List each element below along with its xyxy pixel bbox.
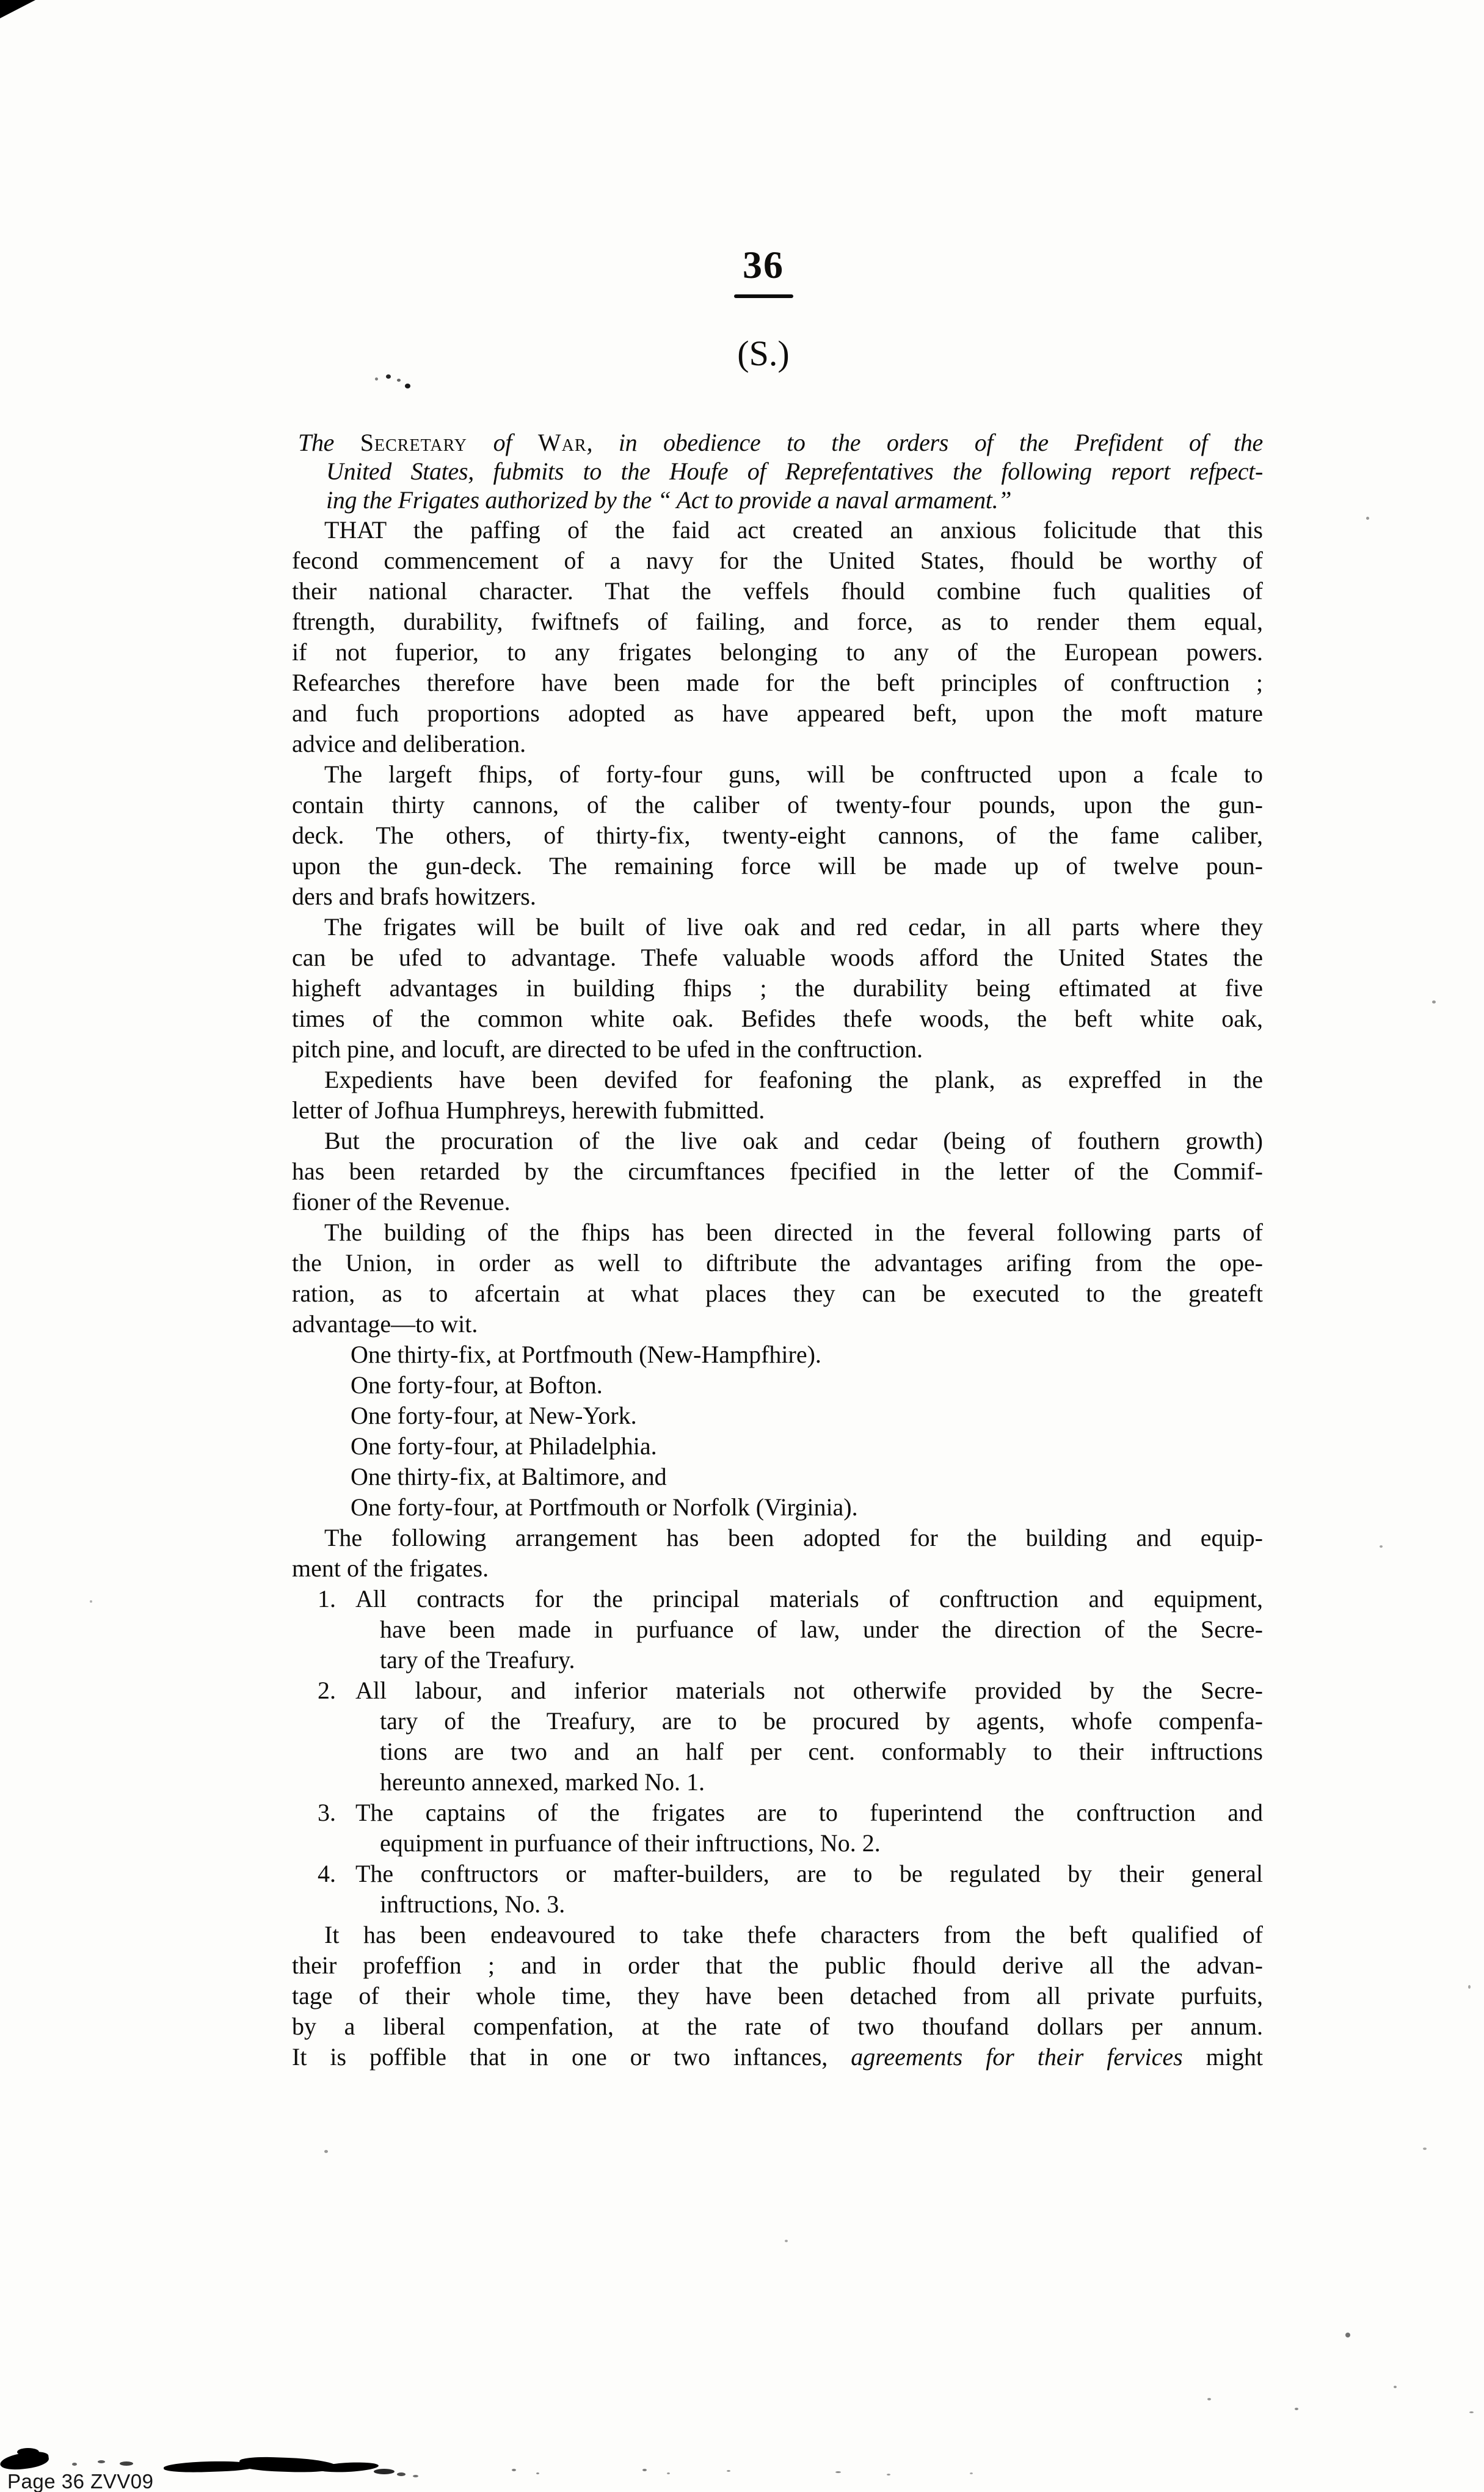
ink-speck [727, 2470, 730, 2472]
text-line [292, 1278, 1263, 1309]
text-run: might [1182, 2043, 1263, 2071]
text-line [292, 790, 1263, 820]
ink-speck [1394, 2386, 1397, 2388]
text-run: One thirty-fix, at Portfmouth (New-Hampfhire). [351, 1341, 821, 1368]
text-run: One thirty-fix, at Baltimore, and [351, 1463, 667, 1490]
text-line [292, 1584, 1263, 1614]
text-run: The following arrangement has been adopted for the building and equip- [324, 1524, 1263, 1551]
list-item-number: 3. [318, 1799, 336, 1826]
text-run: The building of the fhips has been directed in the feveral following parts of [324, 1219, 1263, 1246]
text-line [292, 729, 1263, 759]
text-line [292, 1431, 1263, 1462]
ink-speck [512, 2469, 516, 2471]
small-caps-text: War [537, 429, 587, 456]
text-line [292, 1767, 1263, 1798]
text-line [292, 545, 1263, 576]
text-line [292, 515, 1263, 545]
ink-speck [1432, 1000, 1436, 1004]
text-run: But the procuration of the live oak and cedar (being of fouthern growth) [324, 1127, 1263, 1154]
ink-speck [397, 2472, 406, 2476]
text-run: ing the Frigates authorized by the “ Act to provide a naval armament.” [326, 486, 1012, 514]
text-line [292, 1859, 1263, 1889]
scan-footer-label: Page 36 ZVV09 [7, 2470, 154, 2492]
text-line [292, 1736, 1263, 1767]
text-line [292, 1309, 1263, 1339]
heading-line [292, 486, 1263, 515]
ink-speck [835, 2471, 841, 2473]
ink-speck [98, 2460, 105, 2463]
ink-speck [1207, 2398, 1211, 2400]
text-run: ration, as to afcertain at what places they can be executed to the greateft [292, 1280, 1263, 1307]
text-line [292, 912, 1263, 942]
text-line [292, 637, 1263, 668]
text-line [292, 576, 1263, 607]
ink-speck [386, 374, 391, 379]
ink-speck [970, 2472, 973, 2474]
text-line [292, 668, 1263, 698]
ink-speck [324, 2150, 328, 2153]
ink-speck [375, 377, 378, 381]
text-run: One forty-four, at Philadelphia. [351, 1432, 657, 1460]
text-line [292, 942, 1263, 973]
text-run: and fuch proportions adopted as have appeared beft, upon the moft mature [292, 699, 1263, 727]
ink-speck [667, 2472, 670, 2474]
text-run: if not fuperior, to any frigates belonging to any of the European powers. [292, 638, 1263, 666]
text-run: United States, fubmits to the Houfe of Reprefentatives the following report refpect- [326, 457, 1263, 485]
text-line [292, 1645, 1263, 1675]
text-line [292, 2011, 1263, 2042]
text-line [292, 1004, 1263, 1034]
text-line [292, 1401, 1263, 1431]
ink-speck [413, 2475, 418, 2477]
text-line [292, 1370, 1263, 1401]
text-line [292, 1095, 1263, 1126]
text-line [292, 1462, 1263, 1492]
text-line [292, 1248, 1263, 1278]
text-run: The [298, 429, 360, 456]
text-run: contain thirty cannons, of the caliber of twenty-four pounds, upon the gun- [292, 791, 1263, 818]
text-run: Expedients have been devifed for feafoning the plank, as expreffed in the [324, 1066, 1263, 1093]
text-line [292, 1065, 1263, 1095]
text-run: It is poffible that in one or two inftances, [292, 2043, 851, 2071]
text-run: ftrength, durability, fwiftnefs of failing, and force, as to render them equal, [292, 608, 1263, 635]
text-line [292, 820, 1263, 851]
text-line [292, 1706, 1263, 1736]
report-heading [292, 429, 1263, 515]
text-line [292, 1981, 1263, 2011]
text-run: their national character. That the veffels fhould combine fuch qualities of [292, 577, 1263, 605]
text-run: It has been endeavoured to take thefe characters from the beft qualified of [324, 1921, 1263, 1948]
text-line [292, 1553, 1263, 1584]
ink-speck [1380, 1545, 1383, 1548]
ink-speck [887, 2474, 890, 2476]
text-run: One forty-four, at Bofton. [351, 1371, 603, 1399]
page-number: 36 [743, 243, 784, 286]
text-line [292, 2042, 1263, 2072]
text-run: of [467, 429, 538, 456]
text-run: pitch pine, and locuft, are directed to be ufed in the conftruction. [292, 1035, 923, 1063]
ink-speck [642, 2469, 647, 2471]
text-run: tary of the Treafury, are to be procured by agents, whofe compenfa- [380, 1707, 1263, 1735]
text-run: can be ufed to advantage. Thefe valuable woods afford the United States the [292, 944, 1263, 971]
text-run: times of the common white oak. Befides thefe woods, the beft white oak, [292, 1005, 1263, 1032]
text-run: their profeffion ; and in order that the public fhould derive all the advan- [292, 1951, 1263, 1979]
ink-speck [1423, 2148, 1427, 2150]
ink-speck [1345, 2333, 1350, 2337]
text-run: advice and deliberation. [292, 730, 526, 757]
text-line [292, 698, 1263, 729]
text-run: The largeft fhips, of forty-four guns, will be conftructed upon a fcale to [324, 760, 1263, 788]
heading-line [292, 457, 1263, 486]
list-item-number: 1. [318, 1585, 336, 1612]
text-line [292, 1126, 1263, 1156]
text-run: All labour, and inferior materials not otherwife provided by the Secre- [355, 1677, 1263, 1704]
text-run: tions are two and an half per cent. conformably to their inftructions [380, 1738, 1263, 1765]
text-run: The captains of the frigates are to fuperintend the conftruction and [355, 1799, 1263, 1826]
ink-speck [120, 2461, 133, 2466]
text-run: tage of their whole time, they have been detached from all private purfuits, [292, 1982, 1263, 2009]
text-line [292, 607, 1263, 637]
text-run: fioner of the Revenue. [292, 1188, 511, 1215]
scan-corner-artifact [0, 0, 35, 18]
ink-speck [1468, 1985, 1471, 1989]
text-run: deck. The others, of thirty-fix, twenty-eight cannons, of the fame caliber, [292, 822, 1263, 849]
report-body [292, 515, 1263, 2072]
small-caps-text: Secretary [360, 429, 468, 456]
text-run: Refearches therefore have been made for the beft principles of conftruction ; [292, 669, 1263, 696]
text-run: fecond commencement of a navy for the United States, fhould be worthy of [292, 547, 1263, 574]
list-item-number: 2. [318, 1677, 336, 1704]
text-run: has been retarded by the circumftances fpecified in the letter of the Commif- [292, 1157, 1263, 1185]
text-line [292, 1156, 1263, 1187]
page-number-rule [734, 294, 793, 298]
text-run: upon the gun-deck. The remaining force will be made up of twelve poun- [292, 852, 1263, 880]
text-line [292, 1034, 1263, 1065]
text-line [292, 1339, 1263, 1370]
ink-speck [374, 2469, 395, 2474]
text-run: One forty-four, at Portfmouth or Norfolk (Virginia). [351, 1493, 858, 1521]
text-line [292, 851, 1263, 881]
ink-smudge [17, 2448, 39, 2456]
text-line [292, 1217, 1263, 1248]
text-line [292, 1920, 1263, 1950]
text-line [292, 759, 1263, 790]
text-run: higheft advantages in building fhips ; the durability being eftimated at five [292, 974, 1263, 1002]
text-line [292, 1889, 1263, 1920]
text-run: by a liberal compenfation, at the rate of two thoufand dollars per annum. [292, 2013, 1263, 2040]
text-line [292, 1492, 1263, 1523]
text-run: advantage—to wit. [292, 1310, 478, 1338]
text-line [292, 881, 1263, 912]
italic-phrase: agreements for their fervices [851, 2043, 1183, 2071]
ink-speck [90, 1600, 92, 1603]
text-run: hereunto annexed, marked No. 1. [380, 1768, 705, 1796]
ink-speck [1295, 2408, 1298, 2410]
text-run: have been made in purfuance of law, under the direction of the Secre- [380, 1616, 1263, 1643]
text-line [292, 1187, 1263, 1217]
text-line [292, 1950, 1263, 1981]
text-line [292, 1675, 1263, 1706]
ink-speck [1469, 2411, 1474, 2413]
ink-speck [1366, 517, 1369, 520]
text-run: equipment in purfuance of their inftructions, No. 2. [380, 1829, 881, 1857]
heading-line [292, 429, 1263, 457]
list-item-number: 4. [318, 1860, 336, 1887]
text-run: ment of the frigates. [292, 1554, 489, 1582]
text-run: tary of the Treafury. [380, 1646, 575, 1674]
text-line [292, 1828, 1263, 1859]
text-run: All contracts for the principal materials of conftruction and equipment, [355, 1585, 1263, 1612]
ink-speck [405, 384, 410, 388]
text-run: The conftructors or mafter-builders, are to be regulated by their general [355, 1860, 1263, 1887]
section-mark: (S.) [737, 333, 790, 373]
text-run: THAT the paffing of the faid act created an anxious folicitude that this [324, 516, 1263, 544]
text-run: , in obedience to the orders of the Prefident of the [586, 429, 1263, 456]
text-run: The frigates will be built of live oak and red cedar, in all parts where they [324, 913, 1263, 941]
text-line [292, 1614, 1263, 1645]
text-column [292, 429, 1263, 2072]
ink-speck [785, 2240, 788, 2242]
text-run: the Union, in order as well to diftribute the advantages arifing from the ope- [292, 1249, 1263, 1277]
text-run: inftructions, No. 3. [380, 1890, 566, 1918]
text-run: letter of Jofhua Humphreys, herewith fubmitted. [292, 1096, 765, 1124]
ink-speck [397, 379, 401, 382]
text-line [292, 973, 1263, 1004]
ink-speck [72, 2463, 77, 2466]
text-run: One forty-four, at New-York. [351, 1402, 637, 1429]
text-run: ders and brafs howitzers. [292, 883, 536, 910]
text-line [292, 1523, 1263, 1553]
text-line [292, 1798, 1263, 1828]
ink-speck [536, 2472, 539, 2474]
